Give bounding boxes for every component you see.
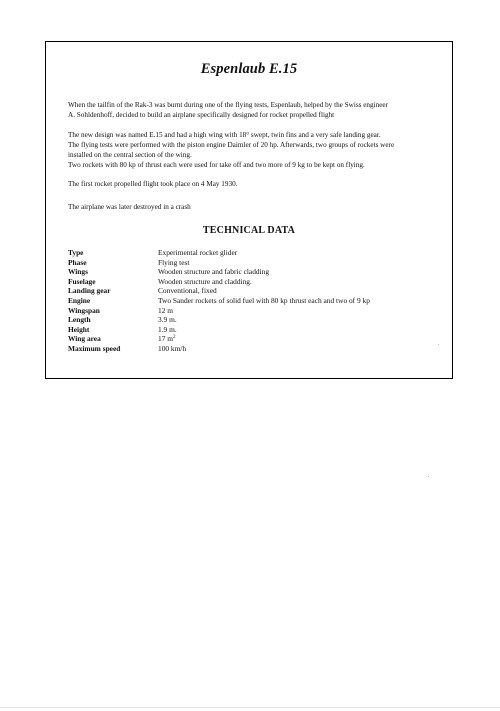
spec-value: Experimental rocket glider [158,248,238,257]
spec-row-landing-gear [68,286,438,296]
scan-speck [428,476,429,477]
spec-value: 12 m [158,305,173,315]
document-title: Espenlaub E.15 [200,61,298,77]
text-line: A. Sohldenhoff, decided to build an airplane specifically designed for rocket propelled flight [68,110,335,119]
scan-edge-line [0,707,500,708]
spec-row-wingspan [68,306,438,316]
paragraph-design [68,131,448,171]
text-line: The flying tests were performed with the piston engine Daimler of 20 hp. Afterwards, two groups of rockets were [68,140,395,149]
spec-row-type [68,248,438,258]
spec-row-wings [68,267,438,277]
text-line: The first rocket propelled flight took place on 4 May 1930. [68,180,238,188]
text-line: When the tailfin of the Rak-3 was burnt during one of the flying tests, Espenlaub, helped by the Swiss engineer [68,101,388,109]
paragraph-first-flight [68,180,448,190]
spec-row-engine [68,296,438,306]
spec-value: Wooden structure and cladding. [158,276,252,286]
spec-value: Flying test [158,257,190,267]
spec-value: 3.9 m. [158,315,177,325]
spec-value: 1.9 m. [158,324,177,334]
spec-row-maximum-speed [68,344,438,354]
spec-label: Wingspan [68,305,100,315]
text-line: The airplane was later destroyed in a crash [68,203,191,211]
paragraph-intro [68,101,448,121]
text-line: The new design was named E.15 and had a high wing with 18° swept, twin fins and a very safe landing gear. [68,131,381,139]
spec-value: Two Sander rockets of solid fuel with 80 kp thrust each and two of 9 kp [158,295,370,305]
spec-row-wing-area [68,334,438,344]
spec-value [158,334,438,344]
spec-value-text: 17 m [158,334,173,344]
spec-value: 100 km/h [158,343,187,353]
spec-label: Type [68,248,84,257]
spec-row-phase [68,258,438,268]
technical-data-heading: TECHNICAL DATA [202,225,296,236]
spec-label: Phase [68,257,87,267]
scan-speck [438,344,439,345]
spec-label: Height [68,324,90,334]
content-frame [45,41,453,379]
spec-row-fuselage [68,277,438,287]
spec-value: Conventional, fixed [158,286,217,296]
text-line: installed on the central section of the wing. [68,150,192,159]
paragraph-fate [68,203,448,213]
spec-label: Wings [68,267,88,277]
spec-row-length [68,315,438,325]
spec-value: Wooden structure and fabric cladding [158,267,270,277]
spec-label: Fuselage [68,276,96,286]
superscript: 2 [173,335,176,341]
spec-label: Length [68,315,91,325]
spec-label: Wing area [68,334,101,344]
spec-label: Engine [68,295,91,305]
technical-data-table [68,248,438,354]
spec-row-height [68,325,438,335]
spec-label: Maximum speed [68,343,121,353]
spec-label: Landing gear [68,286,111,296]
text-line: Two rockets with 80 kp of thrust each were used for take off and two more of 9 kg to be kept on flying. [68,160,365,169]
